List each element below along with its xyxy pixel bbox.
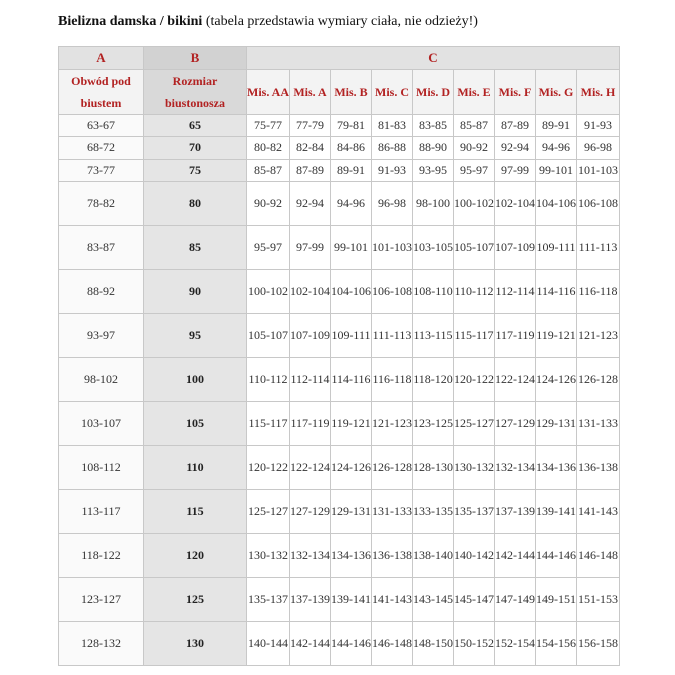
cup-measurement-cell: 142-144: [290, 622, 331, 666]
bra-size-cell: 100: [144, 358, 247, 402]
cup-measurement-cell: 114-116: [331, 358, 372, 402]
cup-measurement-cell: 100-102: [247, 270, 290, 314]
cup-measurement-cell: 130-132: [247, 534, 290, 578]
cup-measurement-cell: 122-124: [290, 446, 331, 490]
cup-measurement-cell: 75-77: [247, 114, 290, 137]
table-row: [59, 446, 620, 490]
cup-measurement-cell: 89-91: [536, 114, 577, 137]
cup-measurement-cell: 87-89: [495, 114, 536, 137]
cup-measurement-cell: 110-112: [247, 358, 290, 402]
cup-measurement-cell: 141-143: [577, 490, 620, 534]
col-header-underbust: Obwód pod biustem: [59, 69, 144, 114]
cup-measurement-cell: 122-124: [495, 358, 536, 402]
cup-measurement-cell: 129-131: [536, 402, 577, 446]
underbust-cell: 88-92: [59, 270, 144, 314]
cup-measurement-cell: 148-150: [413, 622, 454, 666]
table-row: [59, 159, 620, 182]
cup-measurement-cell: 112-114: [495, 270, 536, 314]
cup-measurement-cell: 90-92: [454, 137, 495, 160]
cup-measurement-cell: 85-87: [247, 159, 290, 182]
cup-measurement-cell: 105-107: [454, 226, 495, 270]
cup-measurement-cell: 125-127: [247, 490, 290, 534]
cup-measurement-cell: 115-117: [454, 314, 495, 358]
cup-measurement-cell: 139-141: [331, 578, 372, 622]
table-row: [59, 137, 620, 160]
table-row: [59, 182, 620, 226]
cup-measurement-cell: 94-96: [536, 137, 577, 160]
group-header-a: A: [59, 47, 144, 70]
underbust-cell: 63-67: [59, 114, 144, 137]
bra-size-cell: 130: [144, 622, 247, 666]
cup-measurement-cell: 106-108: [577, 182, 620, 226]
cup-measurement-cell: 96-98: [577, 137, 620, 160]
cup-measurement-cell: 125-127: [454, 402, 495, 446]
underbust-cell: 108-112: [59, 446, 144, 490]
size-table-body: [59, 47, 620, 666]
bra-size-cell: 120: [144, 534, 247, 578]
col-header-cup-aa: Mis. AA: [247, 69, 290, 114]
cup-measurement-cell: 111-113: [577, 226, 620, 270]
cup-measurement-cell: 135-137: [247, 578, 290, 622]
cup-measurement-cell: 98-100: [413, 182, 454, 226]
cup-measurement-cell: 86-88: [372, 137, 413, 160]
cup-measurement-cell: 96-98: [372, 182, 413, 226]
cup-measurement-cell: 127-129: [495, 402, 536, 446]
page-title: [58, 14, 478, 30]
cup-measurement-cell: 126-128: [577, 358, 620, 402]
underbust-cell: 123-127: [59, 578, 144, 622]
cup-measurement-cell: 140-144: [247, 622, 290, 666]
table-row: [59, 534, 620, 578]
bra-size-cell: 95: [144, 314, 247, 358]
bra-size-cell: 105: [144, 402, 247, 446]
table-row: [59, 578, 620, 622]
cup-measurement-cell: 92-94: [290, 182, 331, 226]
cup-measurement-cell: 123-125: [413, 402, 454, 446]
cup-measurement-cell: 99-101: [331, 226, 372, 270]
table-row: [59, 314, 620, 358]
cup-measurement-cell: 108-110: [413, 270, 454, 314]
bra-size-cell: 115: [144, 490, 247, 534]
col-header-bra-size: Rozmiar biustonosza: [144, 69, 247, 114]
cup-measurement-cell: 129-131: [331, 490, 372, 534]
underbust-cell: 83-87: [59, 226, 144, 270]
col-header-cup-f: Mis. F: [495, 69, 536, 114]
col-header-cup-b: Mis. B: [331, 69, 372, 114]
cup-measurement-cell: 99-101: [536, 159, 577, 182]
cup-measurement-cell: 152-154: [495, 622, 536, 666]
cup-measurement-cell: 135-137: [454, 490, 495, 534]
cup-measurement-cell: 103-105: [413, 226, 454, 270]
cup-measurement-cell: 82-84: [290, 137, 331, 160]
underbust-cell: 73-77: [59, 159, 144, 182]
cup-measurement-cell: 95-97: [247, 226, 290, 270]
cup-measurement-cell: 149-151: [536, 578, 577, 622]
table-row: [59, 402, 620, 446]
cup-measurement-cell: 119-121: [331, 402, 372, 446]
underbust-cell: 68-72: [59, 137, 144, 160]
underbust-cell: 113-117: [59, 490, 144, 534]
cup-measurement-cell: 131-133: [372, 490, 413, 534]
cup-measurement-cell: 151-153: [577, 578, 620, 622]
cup-measurement-cell: 130-132: [454, 446, 495, 490]
cup-measurement-cell: 118-120: [413, 358, 454, 402]
cup-measurement-cell: 140-142: [454, 534, 495, 578]
cup-measurement-cell: 113-115: [413, 314, 454, 358]
bra-size-cell: 80: [144, 182, 247, 226]
cup-measurement-cell: 134-136: [536, 446, 577, 490]
cup-measurement-cell: 132-134: [290, 534, 331, 578]
cup-measurement-cell: 102-104: [290, 270, 331, 314]
cup-measurement-cell: 127-129: [290, 490, 331, 534]
cup-measurement-cell: 147-149: [495, 578, 536, 622]
cup-measurement-cell: 136-138: [372, 534, 413, 578]
bra-size-cell: 75: [144, 159, 247, 182]
cup-measurement-cell: 126-128: [372, 446, 413, 490]
group-header-row: [59, 47, 620, 70]
cup-measurement-cell: 156-158: [577, 622, 620, 666]
table-row: [59, 358, 620, 402]
cup-measurement-cell: 77-79: [290, 114, 331, 137]
group-header-b: B: [144, 47, 247, 70]
cup-measurement-cell: 145-147: [454, 578, 495, 622]
bra-size-cell: 70: [144, 137, 247, 160]
cup-measurement-cell: 101-103: [577, 159, 620, 182]
cup-measurement-cell: 106-108: [372, 270, 413, 314]
cup-measurement-cell: 109-111: [536, 226, 577, 270]
cup-measurement-cell: 97-99: [290, 226, 331, 270]
cup-measurement-cell: 124-126: [331, 446, 372, 490]
cup-measurement-cell: 95-97: [454, 159, 495, 182]
bra-size-cell: 110: [144, 446, 247, 490]
cup-measurement-cell: 136-138: [577, 446, 620, 490]
cup-measurement-cell: 94-96: [331, 182, 372, 226]
bra-size-cell: 90: [144, 270, 247, 314]
page-title-bold: Bielizna damska / bikini: [58, 14, 203, 29]
table-row: [59, 226, 620, 270]
cup-measurement-cell: 92-94: [495, 137, 536, 160]
col-header-cup-g: Mis. G: [536, 69, 577, 114]
underbust-cell: 128-132: [59, 622, 144, 666]
cup-measurement-cell: 134-136: [331, 534, 372, 578]
col-header-cup-e: Mis. E: [454, 69, 495, 114]
table-row: [59, 270, 620, 314]
cup-measurement-cell: 109-111: [331, 314, 372, 358]
cup-measurement-cell: 112-114: [290, 358, 331, 402]
size-table: [58, 46, 620, 666]
cup-measurement-cell: 89-91: [331, 159, 372, 182]
bra-size-cell: 125: [144, 578, 247, 622]
col-header-cup-a: Mis. A: [290, 69, 331, 114]
cup-measurement-cell: 102-104: [495, 182, 536, 226]
column-header-row: [59, 69, 620, 114]
cup-measurement-cell: 90-92: [247, 182, 290, 226]
page-title-note: (tabela przedstawia wymiary ciała, nie odzieży!): [202, 14, 478, 29]
cup-measurement-cell: 139-141: [536, 490, 577, 534]
cup-measurement-cell: 142-144: [495, 534, 536, 578]
cup-measurement-cell: 111-113: [372, 314, 413, 358]
underbust-cell: 98-102: [59, 358, 144, 402]
col-header-cup-c: Mis. C: [372, 69, 413, 114]
cup-measurement-cell: 80-82: [247, 137, 290, 160]
cup-measurement-cell: 85-87: [454, 114, 495, 137]
cup-measurement-cell: 143-145: [413, 578, 454, 622]
cup-measurement-cell: 131-133: [577, 402, 620, 446]
cup-measurement-cell: 114-116: [536, 270, 577, 314]
cup-measurement-cell: 101-103: [372, 226, 413, 270]
bra-size-cell: 65: [144, 114, 247, 137]
cup-measurement-cell: 141-143: [372, 578, 413, 622]
cup-measurement-cell: 138-140: [413, 534, 454, 578]
cup-measurement-cell: 133-135: [413, 490, 454, 534]
underbust-cell: 103-107: [59, 402, 144, 446]
cup-measurement-cell: 83-85: [413, 114, 454, 137]
cup-measurement-cell: 97-99: [495, 159, 536, 182]
col-header-cup-h: Mis. H: [577, 69, 620, 114]
cup-measurement-cell: 116-118: [372, 358, 413, 402]
col-header-cup-d: Mis. D: [413, 69, 454, 114]
cup-measurement-cell: 93-95: [413, 159, 454, 182]
group-header-c: C: [247, 47, 620, 70]
cup-measurement-cell: 84-86: [331, 137, 372, 160]
cup-measurement-cell: 81-83: [372, 114, 413, 137]
cup-measurement-cell: 121-123: [372, 402, 413, 446]
underbust-cell: 118-122: [59, 534, 144, 578]
cup-measurement-cell: 144-146: [331, 622, 372, 666]
cup-measurement-cell: 119-121: [536, 314, 577, 358]
cup-measurement-cell: 110-112: [454, 270, 495, 314]
cup-measurement-cell: 137-139: [290, 578, 331, 622]
underbust-cell: 93-97: [59, 314, 144, 358]
cup-measurement-cell: 132-134: [495, 446, 536, 490]
cup-measurement-cell: 88-90: [413, 137, 454, 160]
cup-measurement-cell: 87-89: [290, 159, 331, 182]
table-row: [59, 622, 620, 666]
cup-measurement-cell: 91-93: [372, 159, 413, 182]
cup-measurement-cell: 137-139: [495, 490, 536, 534]
cup-measurement-cell: 150-152: [454, 622, 495, 666]
cup-measurement-cell: 116-118: [577, 270, 620, 314]
cup-measurement-cell: 146-148: [372, 622, 413, 666]
cup-measurement-cell: 144-146: [536, 534, 577, 578]
cup-measurement-cell: 107-109: [290, 314, 331, 358]
cup-measurement-cell: 104-106: [331, 270, 372, 314]
bra-size-cell: 85: [144, 226, 247, 270]
table-row: [59, 114, 620, 137]
cup-measurement-cell: 91-93: [577, 114, 620, 137]
table-row: [59, 490, 620, 534]
cup-measurement-cell: 146-148: [577, 534, 620, 578]
cup-measurement-cell: 105-107: [247, 314, 290, 358]
cup-measurement-cell: 128-130: [413, 446, 454, 490]
cup-measurement-cell: 79-81: [331, 114, 372, 137]
underbust-cell: 78-82: [59, 182, 144, 226]
cup-measurement-cell: 104-106: [536, 182, 577, 226]
cup-measurement-cell: 115-117: [247, 402, 290, 446]
cup-measurement-cell: 121-123: [577, 314, 620, 358]
cup-measurement-cell: 117-119: [290, 402, 331, 446]
cup-measurement-cell: 154-156: [536, 622, 577, 666]
cup-measurement-cell: 120-122: [454, 358, 495, 402]
cup-measurement-cell: 124-126: [536, 358, 577, 402]
cup-measurement-cell: 107-109: [495, 226, 536, 270]
cup-measurement-cell: 120-122: [247, 446, 290, 490]
cup-measurement-cell: 100-102: [454, 182, 495, 226]
cup-measurement-cell: 117-119: [495, 314, 536, 358]
